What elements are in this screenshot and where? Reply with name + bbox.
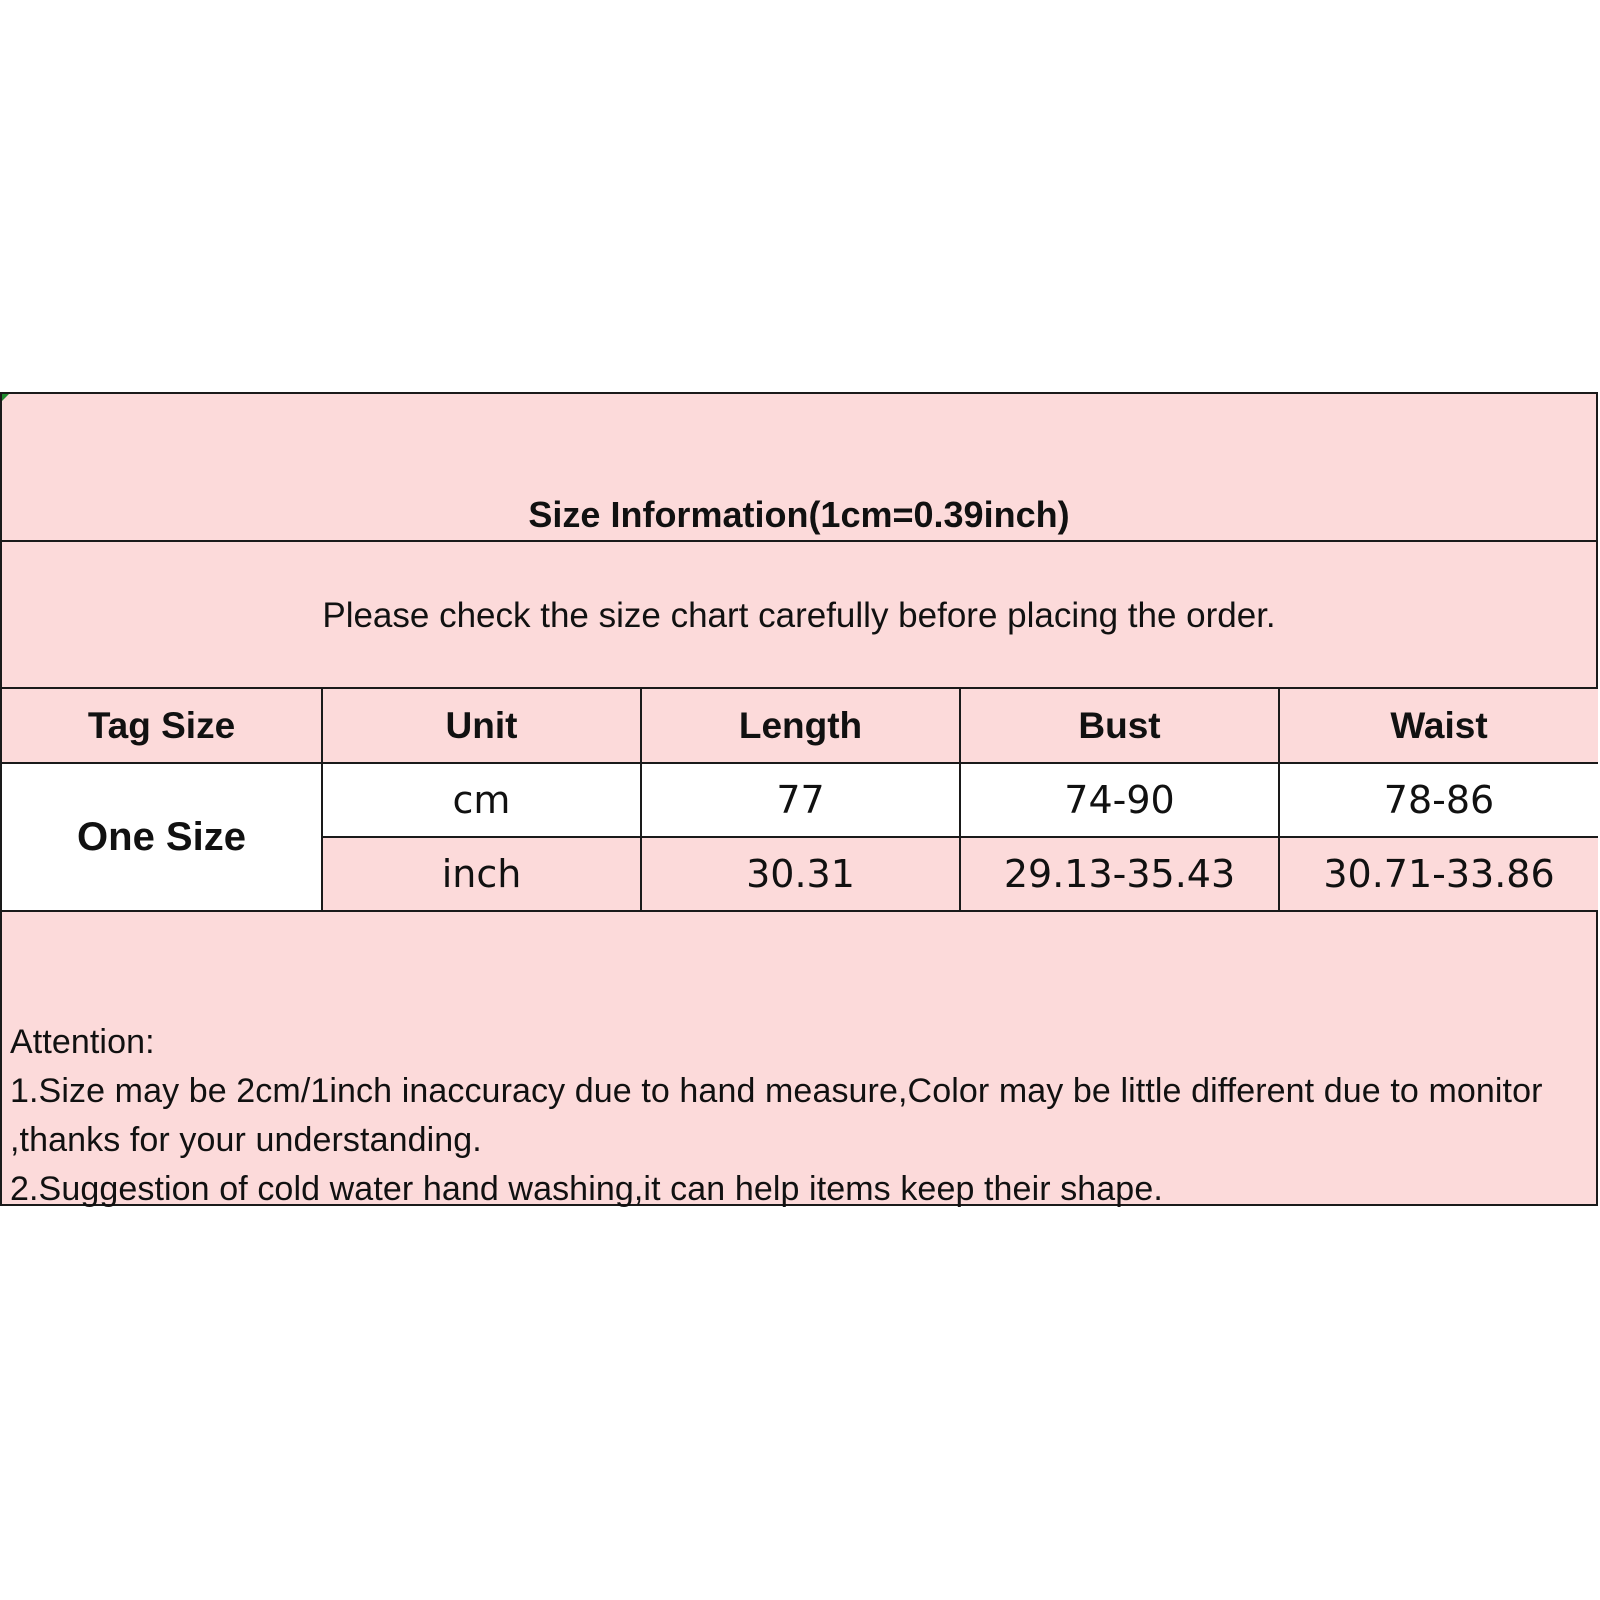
attention-line-1: 1.Size may be 2cm/1inch inaccuracy due to hand measure,Color may be little different due to monitor ,thanks for your understanding.: [10, 1072, 1543, 1159]
attention-heading: Attention:: [10, 1023, 155, 1061]
unit-cell: inch: [322, 837, 641, 911]
header-unit: Unit: [322, 689, 641, 763]
length-cell: 30.31: [641, 837, 960, 911]
table-row: [2, 763, 1598, 837]
attention-notes: [10, 1018, 1590, 1214]
header-waist: Waist: [1279, 689, 1598, 763]
unit-cell: cm: [322, 763, 641, 837]
table-header-row: [2, 689, 1598, 763]
tag-size-cell: One Size: [2, 763, 322, 911]
length-cell: 77: [641, 763, 960, 837]
bust-cell: 29.13-35.43: [960, 837, 1279, 911]
size-chart-title: Size Information(1cm=0.39inch): [528, 494, 1070, 535]
subtitle-row: [2, 542, 1596, 689]
size-table: [2, 689, 1598, 912]
header-tag-size: Tag Size: [2, 689, 322, 763]
waist-cell: 78-86: [1279, 763, 1598, 837]
header-length: Length: [641, 689, 960, 763]
title-row: [2, 394, 1596, 542]
attention-line-2: 2.Suggestion of cold water hand washing,it can help items keep their shape.: [10, 1170, 1163, 1208]
bust-cell: 74-90: [960, 763, 1279, 837]
size-chart-sheet: [0, 392, 1598, 1206]
header-bust: Bust: [960, 689, 1279, 763]
waist-cell: 30.71-33.86: [1279, 837, 1598, 911]
size-chart-subtitle: Please check the size chart carefully before placing the order.: [322, 596, 1276, 635]
